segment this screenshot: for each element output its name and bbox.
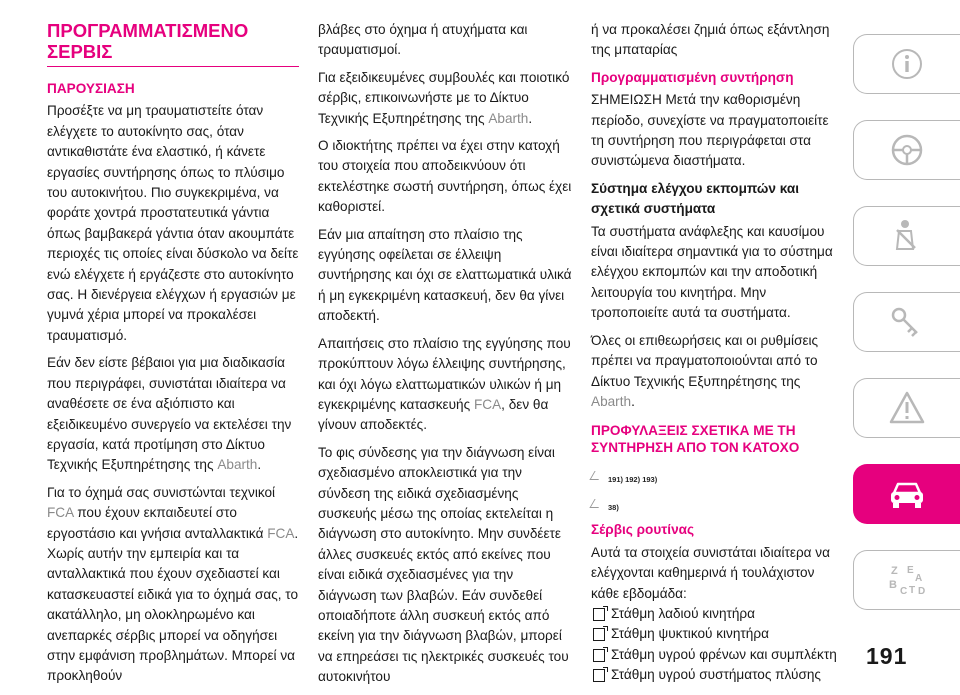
brand-name: Abarth [217,457,258,473]
subheading-owner-precautions: ΠΡΟΦΥΛΑΞΕΙΣ ΣΧΕΤΙΚΑ ΜΕ ΤΗ ΣΥΝΤΗΡΗΣΗ ΑΠΟ ΤΟΝ ΚΑΤΟΧΟ [591,423,800,456]
brand-name: FCA [267,525,295,541]
column-2 [318,20,573,695]
paragraph: Προσέξτε να μη τραυματιστείτε όταν ελέγχετε το αυτοκίνητο σας, όταν αντικαθιστάτε ένα ελαστικό, ή κάνετε εργασίες συντήρησης όπως το πλύσιμο του αυτοκινήτου. Πιο συγκεκριμένα, να φοράτε χοντρά προστατευτικά γάντια όπως βαμβακερά γάντια όταν ακουμπάτε περιοχές τις οποίες είναι δύσκολο να δείτε ενώ ελέγχετε ή εργάζεστε στο αυτοκίνητο σας. Η διενέργεια ελέγχων ή εργασιών με γυμνά χέρια μπορεί να προκαλέσει τραυματισμό. [47,103,299,343]
subheading-emission-control: Σύστημα ελέγχου εκπομπών και σχετικά συστήματα [591,180,800,217]
checkbox-icon [593,628,605,641]
svg-text:A: A [915,573,923,584]
subheading-scheduled-maintenance: Προγραμματισμένη συντήρηση [591,69,794,85]
seatbelt-safety-icon [885,217,929,255]
checklist-item: Στάθμη υγρού συστήματος πλύσης [591,665,843,685]
tab-index[interactable] [853,550,960,610]
svg-text:D: D [918,586,926,597]
reference-numbers: 191) 192) 193) [608,474,658,484]
svg-text:B: B [889,579,897,591]
tab-controls[interactable] [853,120,960,180]
paragraph: ή να προκαλέσει ζημιά όπως εξάντληση της μπαταρίας [591,22,830,58]
svg-text:Z: Z [891,565,898,577]
checkbox-icon [593,669,605,682]
reference-numbers: 38) [608,502,619,512]
column-1 [47,20,299,694]
tab-safety[interactable] [853,206,960,266]
paragraph: Αυτά τα στοιχεία συνιστάται ιδιαίτερα να ελέγχονται καθημερινά ή τουλάχιστον κάθε εβδομάδα: [591,544,830,601]
column-3 [591,20,843,686]
tab-starting[interactable] [853,292,960,352]
checkbox-icon [593,608,605,621]
brand-name: FCA [473,396,502,412]
section-title-rule [47,66,299,67]
paragraph: Για εξειδικευμένες συμβουλές και ποιοτικό σέρβις, επικοινωνήστε με το Δίκτυο Τεχνικής Εξυπηρέτησης της Abarth. [318,69,570,126]
tab-info[interactable] [853,34,960,94]
info-icon [885,45,929,83]
brand-name: FCA [47,505,74,521]
section-title: ΠΡΟΓΡΑΜΜΑΤΙΣΜΕΝΟ ΣΕΡΒΙΣ [47,20,249,62]
steering-wheel-icon [885,131,929,169]
page-number: 191 [866,643,908,669]
checklist-item: Στάθμη ψυκτικού κινητήρα [591,624,843,644]
svg-text:C: C [900,586,908,597]
checklist-item: Στάθμη υγρού φρένων και συμπλέκτη [591,645,843,665]
subheading-routine-service: Σέρβις ρουτίνας [591,522,695,538]
paragraph: Εάν δεν είστε βέβαιοι για μια διαδικασία που περιγράφει, συνιστάται ιδιαίτερα να αναθέσετε σε ένα αξιόπιστο και εξειδικευμένο συνεργείο να εκτελέσει την εργασία, κατά προτίμηση στο Δίκτυο Τεχνικής Εξυπηρέτησης της Abarth. [47,355,292,473]
svg-text:E: E [907,565,914,576]
paragraph: Για το όχημά σας συνιστώνται τεχνικοί FCA που έχουν εκπαιδευτεί στο εργοστάσιο και γνήσια ανταλλακτικά FCA. Χωρίς αυτήν την εμπειρία και τα ανταλλακτικά που έχουν σχεδιαστεί και κατασκευαστεί ειδικά για το όχημά σας, το ακατάλληλο, μη ολοκληρωμένο και ανεπαρκές σέρβις μπορεί να οδηγήσει στην εμφάνιση προβλημάτων. Μπορεί να προκληθούν [47,484,299,684]
paragraph: Εάν μια απαίτηση στο πλαίσιο της εγγύησης οφείλεται σε έλλειψη συντήρησης και όχι σε ελαττωματικά υλικά ή μη εγκεκριμένη κατασκευή, δεν θα γίνει αποδεκτή. [318,226,572,324]
checklist-item: Στάθμη λαδιού κινητήρα [591,604,843,624]
paragraph: ΣΗΜΕΙΩΣΗ Μετά την καθορισμένη περίοδο, συνεχίστε να πραγματοποιείτε τη συντήρηση που περιγράφεται στα συνιστώμενα διαστήματα. [591,92,829,169]
paragraph: Το φις σύνδεσης για την διάγνωση είναι σχεδιασμένο αποκλειστικά για την σύνδεση της ειδικά σχεδιασμένης συσκευής μέσω της οποίας εκτελείται η διάγνωση στο αυτοκίνητο. Μην συνδέετε άλλες συσκευές εκτός από εκείνες που είναι ειδικά σχεδιασμένες για την διάγνωση των βλαβών. Εάν συνδεθεί οποιαδήποτε άλλη συσκευή εκτός από εκείνη για την διάγνωση βλαβών, μπορεί να επηρεάσει τις ηλεκτρικές συσκευές του αυτοκινήτου [318,444,569,685]
tab-emergency[interactable] [853,378,960,438]
key-start-icon [885,303,929,341]
brand-name: Abarth [488,110,529,126]
reference-marker-icon [591,470,605,481]
reference-marker-icon [591,498,605,509]
reference-note[interactable] [591,464,843,486]
paragraph: Όλες οι επιθεωρήσεις και οι ρυθμίσεις πρέπει να πραγματοποιούνται από το Δίκτυο Τεχνικής Εξυπηρέτησης της Abarth. [591,332,819,409]
alphabetical-index-icon [885,561,929,599]
paragraph: βλάβες στο όχημα ή ατυχήματα και τραυματισμοί. [318,22,528,58]
subheading-attention: ΠΑΡΟΥΣΙΑΣΗ [47,81,135,96]
svg-text:T: T [909,585,916,596]
car-service-icon [885,475,929,513]
tab-maintenance[interactable] [853,464,960,524]
paragraph: Τα συστήματα ανάφλεξης και καυσίμου είναι ιδιαίτερα σημαντικά για το σύστημα ελέγχου εκπομπών και την αποδοτική λειτουργία του κινητήρα. Μην τροποποιείτε αυτά τα συστήματα. [591,223,833,321]
paragraph: Ο ιδιοκτήτης πρέπει να έχει στην κατοχή του στοιχεία που αποδεικνύουν ότι εκτελέστηκε σωστή συντήρηση, όπως έχει καθοριστεί. [318,138,572,215]
warning-triangle-icon [885,389,929,427]
checkbox-icon [593,649,605,662]
brand-name: Abarth [591,393,632,409]
reference-note[interactable] [591,492,843,514]
paragraph: Απαιτήσεις στο πλαίσιο της εγγύησης που προκύπτουν λόγω έλλειψης συντήρησης, και όχι λόγω ελαττωματικών υλικών ή μη εγκεκριμένης κατασκευής FCA, δεν θα γίνουν αποδεκτές. [318,335,571,433]
